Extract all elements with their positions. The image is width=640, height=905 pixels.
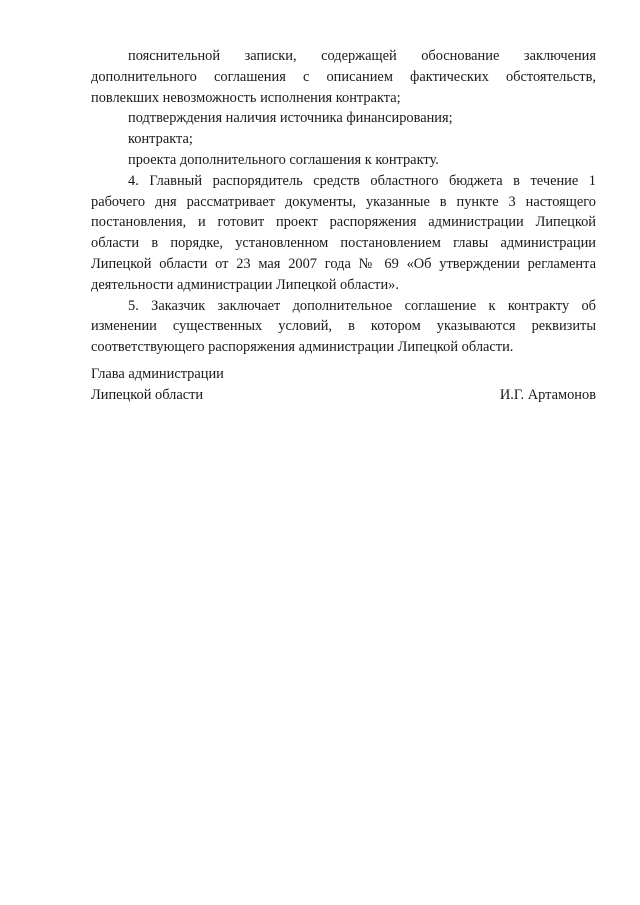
signatory-name: И.Г. Артамонов [499, 386, 596, 403]
paragraph-draft-agreement: проекта дополнительного соглашения к контракту. [128, 151, 439, 168]
paragraph-funding-confirmation: подтверждения наличия источника финансирования; [128, 110, 453, 127]
paragraph-item-4: 4. Главный распорядитель средств областного бюджета в течение 1 рабочего дня рассматривает документы, указанные в пункте 3 настоящего постановления, и готовит проект распоряжения администрации Липецкой области в порядке, установленном постановлением главы администрации Липецкой области от 23 мая 2007 года № 69 «Об утверждении регламента деятельности администрации Липецкой области». [91, 172, 596, 293]
paragraph-contract: контракта; [128, 131, 193, 148]
signature-position-line1: Глава администрации [91, 366, 224, 382]
document-body [91, 46, 596, 358]
signature-block [91, 364, 596, 406]
paragraph-explanatory-note: пояснительной записки, содержащей обоснование заключения дополнительного соглашения с описанием фактических обстоятельств, повлекших невозможность исполнения контракта; [91, 48, 596, 106]
signature-row [91, 385, 596, 406]
signature-position-line2: Липецкой области [91, 386, 204, 403]
paragraph-item-5: 5. Заказчик заключает дополнительное соглашение к контракту об изменении существенных условий, в котором указываются реквизиты соответствующего распоряжения администрации Липецкой области. [91, 297, 596, 356]
